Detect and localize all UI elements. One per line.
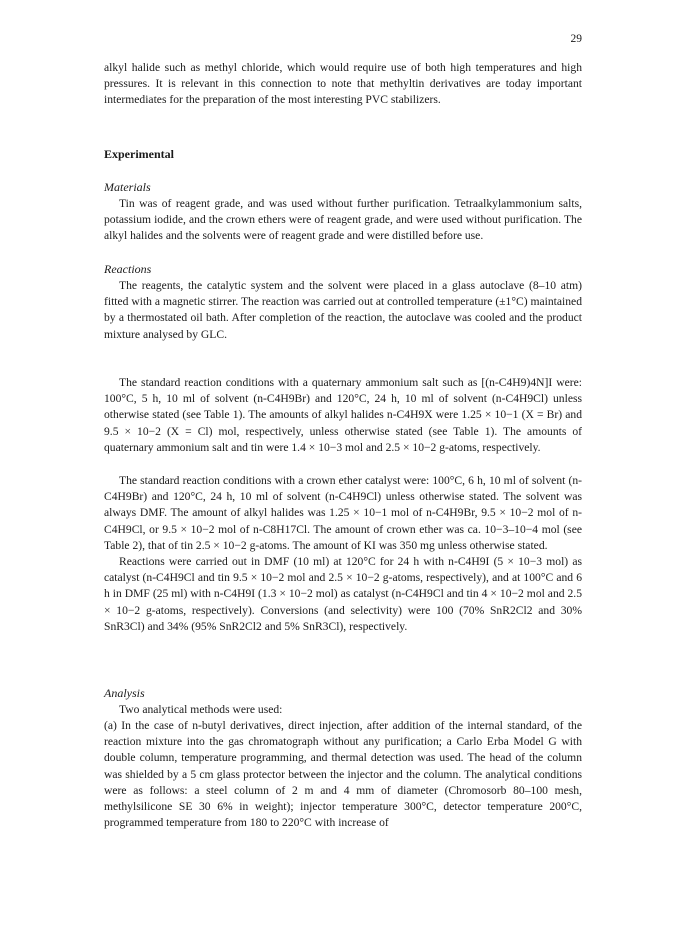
reactions-paragraph-2: The standard reaction conditions with a quaternary ammonium salt such as [(n-C4H9)4N]I were: 100°C, 5 h, 10 ml of solvent (n-C4H9Br) and 120°C, 24 h, 10 ml of solvent (n-C4H9Cl) unless otherwise stated (see Table 1). The amounts of alkyl halides n-C4H9X were 1.25 × 10−1 (X = Br) and 9.5 × 10−2 (X = Cl) mol, respectively, unless otherwise stated (see Table 1). The amounts of quaternary ammonium salt and tin were 1.4 × 10−3 mol and 2.5 × 10−2 g-atoms, respectively. [104, 376, 582, 454]
subheading-analysis: Analysis [104, 686, 145, 700]
reactions-paragraph-1: The reagents, the catalytic system and the solvent were placed in a glass autoclave (8–10 atm) fitted with a magnetic stirrer. The reaction was carried out at controlled temperature (±1°C) maintained by a thermostated oil bath. After completion of the reaction, the autoclave was cooled and the product mixture analysed by GLC. [104, 279, 582, 341]
section-heading-experimental: Experimental [104, 147, 174, 161]
materials-paragraph: Tin was of reagent grade, and was used without further purification. Tetraalkylammonium salts, potassium iodide, and the crown ethers were of reagent grade, and were used without purification. The alkyl halides and the solvents were of reagent grade and were distilled before use. [104, 197, 582, 243]
page-number: 29 [570, 33, 582, 45]
intro-paragraph: alkyl halide such as methyl chloride, which would require use of both high temperatures and high pressures. It is relevant in this connection to note that methyltin derivatives are today important intermediates for the preparation of the most interesting PVC stabilizers. [104, 61, 582, 107]
subheading-reactions: Reactions [104, 262, 152, 276]
subheading-materials: Materials [104, 180, 151, 194]
reactions-paragraph-3: The standard reaction conditions with a crown ether catalyst were: 100°C, 6 h, 10 ml of solvent (n-C4H9Br) and 120°C, 24 h, 10 ml of solvent (n-C4H9Cl) unless otherwise stated. The solvent was always DMF. The amount of alkyl halides was 1.25 × 10−1 mol of n-C4H9Br, 9.5 × 10−2 mol of n-C4H9Cl, or 9.5 × 10−2 mol of n-C8H17Cl. The amount of crown ether was ca. 10−3–10−4 mol (see Table 2), that of tin 2.5 × 10−2 g-atoms. The amount of KI was 350 mg unless otherwise stated. [104, 474, 582, 552]
analysis-paragraph-2: (a) In the case of n-butyl derivatives, direct injection, after addition of the internal standard, of the reaction mixture into the gas chromatograph without any purification; a Carlo Erba Model G with double column, temperature programming, and thermal detection was used. The head of the column was shielded by a 5 cm glass protector between the injector and the column. The analytical conditions were as follows: a steel column of 2 m and 4 mm of diameter (Chromosorb 80–100 mesh, methylsilicone SE 30 6% in weight); injector temperature 300°C, detector temperature 200°C, programmed temperature from 180 to 220°C with increase of [104, 719, 582, 830]
reactions-paragraph-4: Reactions were carried out in DMF (10 ml) at 120°C for 24 h with n-C4H9I (5 × 10−3 mol) as catalyst (n-C4H9Cl and tin 9.5 × 10−2 mol and 2.5 × 10−2 g-atoms, respectively), and at 100°C and 6 h in DMF (25 ml) with n-C4H9I (1.3 × 10−2 mol) as catalyst (n-C4H9Cl and tin 4 × 10−2 mol and 2.5 × 10−2 g-atoms, respectively). Conversions (and selectivity) were 100 (70% SnR2Cl2 and 30% SnR3Cl) and 34% (95% SnR2Cl2 and 5% SnR3Cl), respectively. [104, 555, 582, 633]
analysis-paragraph-1: Two analytical methods were used: [119, 703, 283, 716]
